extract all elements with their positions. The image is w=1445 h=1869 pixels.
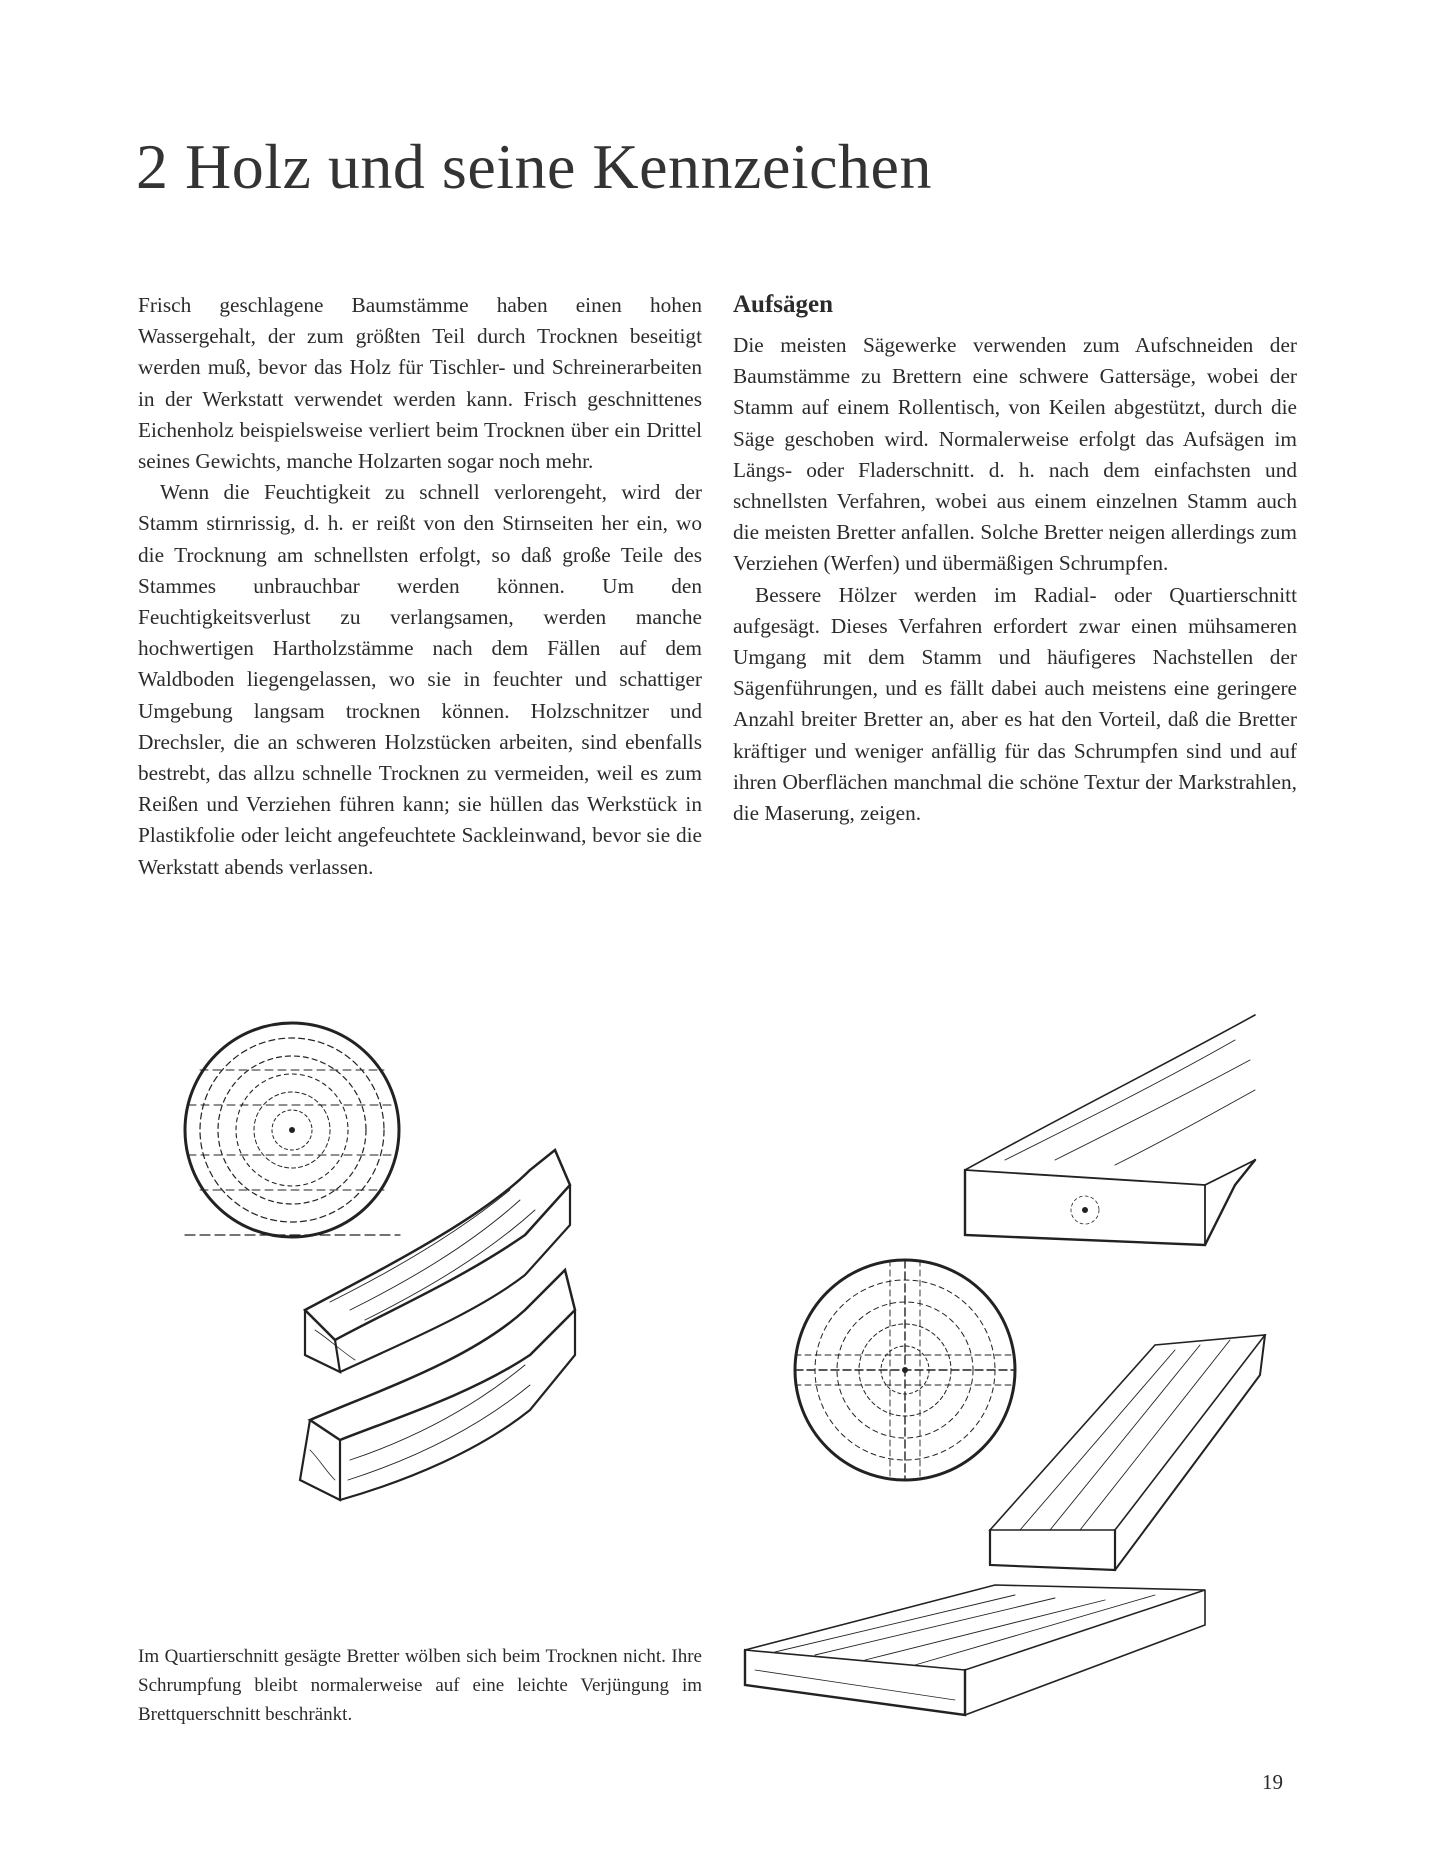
section-heading: Aufsägen — [733, 291, 834, 318]
flat-board-drawing — [745, 1585, 1205, 1715]
left-column — [138, 290, 702, 883]
paragraph: Bessere Hölzer werden im Radial- oder Quartierschnitt aufgesägt. Dieses Verfahren erfordert zwar einen mühsameren Umgang mit dem Stamm und häufigeres Nachstellen der Sägenführungen, und es fällt dabei auch meistens eine geringere Anzahl breiter Bretter an, aber es hat den Vorteil, daß die Bretter kräftiger und weniger anfällig für das Schrumpfen sind und auf ihren Oberflächen manchmal die schöne Textur der Markstrahlen, die Maserung, zeigen. — [733, 582, 1297, 826]
figure-caption: Im Quartierschnitt gesägte Bretter wölben sich beim Trocknen nicht. Ihre Schrumpfung bleibt normalerweise auf eine leichte Verjüngung im Brettquerschnitt beschränkt. — [138, 1646, 702, 1725]
upright-board-drawing — [990, 1335, 1265, 1570]
paragraph: Frisch geschlagene Baumstämme haben einen hohen Wassergehalt, der zum größten Teil durch Trocknen beseitigt werden muß, bevor das Holz für Tischler- und Schreinerarbeiten in der Werkstatt verwendet werden kann. Frisch geschnittenes Eichenholz beispielsweise verliert beim Trocknen über ein Drittel seines Gewichts, manche Holzarten sogar noch mehr. — [138, 293, 702, 474]
right-column — [733, 288, 1297, 829]
top-board-drawing — [965, 1015, 1255, 1245]
quarter-sawn-illustration — [735, 1010, 1295, 1750]
log-cross-section-drawing — [185, 1023, 400, 1237]
flat-sawn-illustration — [180, 1010, 680, 1610]
paragraph: Wenn die Feuchtigkeit zu schnell verlorengeht, wird der Stamm stirnrissig, d. h. er reißt von den Stirnseiten her ein, wo die Trocknung am schnellsten erfolgt, so daß große Teile des Stammes unbrauchbar werden können. Um den Feuchtigkeitsverlust zu verlangsamen, werden manche hochwertigen Hartholzstämme nach dem Fällen auf dem Waldboden liegengelassen, wo sie in feuchter und schattiger Umgebung langsam trocknen können. Holzschnitzer und Drechsler, die an schweren Holzstücken arbeiten, sind ebenfalls bestrebt, das allzu schnelle Trocknen zu vermeiden, weil es zum Reißen und Verziehen führen kann; sie hüllen das Werkstück in Plastikfolie oder leicht angefeuchtete Sackleinwand, bevor sie die Werkstatt abends verlassen. — [138, 480, 702, 879]
page-title: 2 Holz und seine Kennzeichen — [136, 131, 932, 202]
page-number: 19 — [1262, 1770, 1283, 1794]
warped-board-lower-drawing — [300, 1270, 575, 1500]
paragraph: Die meisten Sägewerke verwenden zum Aufschneiden der Baumstämme zu Brettern eine schwere Gattersäge, wobei der Stamm auf einem Rollentisch, von Keilen abgestützt, durch die Säge geschoben wird. Normalerweise erfolgt das Aufsägen im Längs- oder Fladerschnitt. d. h. nach dem einfachsten und schnellsten Verfahren, wobei aus einem einzelnen Stamm auch die meisten Bretter anfallen. Solche Bretter neigen allerdings zum Verziehen (Werfen) und übermäßigen Schrumpfen. — [733, 333, 1297, 576]
warped-board-upper-drawing — [305, 1150, 570, 1372]
quarter-log-cross-section-drawing — [795, 1260, 1015, 1480]
